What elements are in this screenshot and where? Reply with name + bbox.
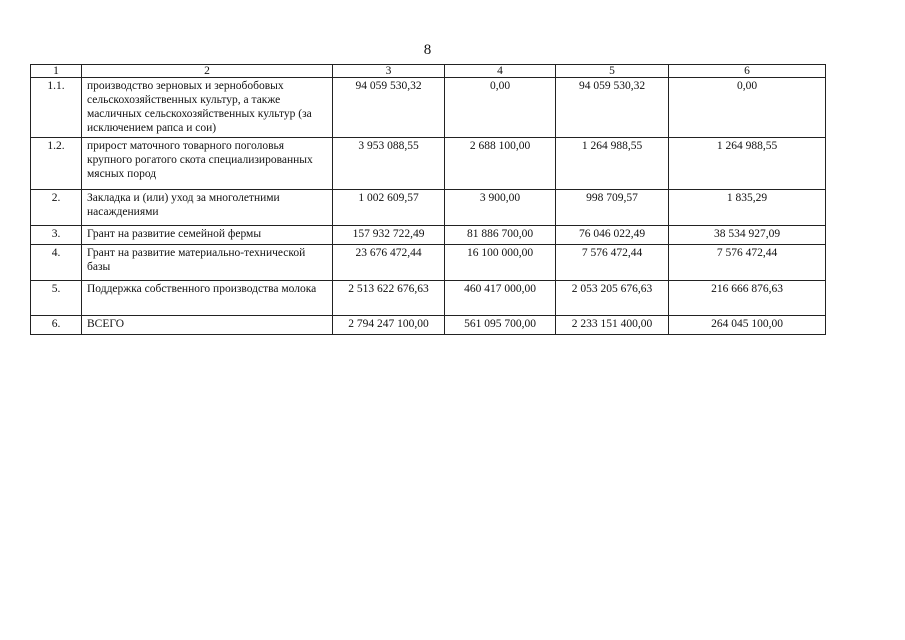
value-cell-3: 2 794 247 100,00 bbox=[333, 316, 445, 335]
table-row bbox=[31, 78, 826, 138]
value-cell-4: 460 417 000,00 bbox=[445, 281, 556, 316]
value-cell-6: 264 045 100,00 bbox=[669, 316, 826, 335]
value-cell-5: 76 046 022,49 bbox=[556, 226, 669, 245]
value-cell-3: 94 059 530,32 bbox=[333, 78, 445, 138]
table-header-row bbox=[31, 65, 826, 78]
value-cell-5: 7 576 472,44 bbox=[556, 245, 669, 281]
row-number: 3. bbox=[31, 226, 82, 245]
row-name: прирост маточного товарного поголовья крупного рогатого скота специализированных мясных пород bbox=[82, 138, 333, 190]
value-cell-5: 2 233 151 400,00 bbox=[556, 316, 669, 335]
row-number: 1.2. bbox=[31, 138, 82, 190]
value-cell-6: 216 666 876,63 bbox=[669, 281, 826, 316]
value-cell-6: 1 264 988,55 bbox=[669, 138, 826, 190]
value-cell-6: 1 835,29 bbox=[669, 190, 826, 226]
row-name: Закладка и (или) уход за многолетними насаждениями bbox=[82, 190, 333, 226]
row-name: Грант на развитие семейной фермы bbox=[82, 226, 333, 245]
page-number: 8 bbox=[423, 42, 432, 58]
row-name: ВСЕГО bbox=[82, 316, 333, 335]
value-cell-3: 23 676 472,44 bbox=[333, 245, 445, 281]
value-cell-5: 2 053 205 676,63 bbox=[556, 281, 669, 316]
value-cell-3: 2 513 622 676,63 bbox=[333, 281, 445, 316]
row-number: 6. bbox=[31, 316, 82, 335]
row-number: 1.1. bbox=[31, 78, 82, 138]
value-cell-4: 0,00 bbox=[445, 78, 556, 138]
header-cell: 4 bbox=[445, 65, 556, 78]
header-cell: 5 bbox=[556, 65, 669, 78]
value-cell-4: 16 100 000,00 bbox=[445, 245, 556, 281]
value-cell-6: 7 576 472,44 bbox=[669, 245, 826, 281]
value-cell-4: 2 688 100,00 bbox=[445, 138, 556, 190]
value-cell-5: 1 264 988,55 bbox=[556, 138, 669, 190]
value-cell-4: 561 095 700,00 bbox=[445, 316, 556, 335]
row-number: 4. bbox=[31, 245, 82, 281]
value-cell-5: 998 709,57 bbox=[556, 190, 669, 226]
table-row bbox=[31, 190, 826, 226]
row-name: Поддержка собственного производства молока bbox=[82, 281, 333, 316]
row-number: 5. bbox=[31, 281, 82, 316]
table-row bbox=[31, 226, 826, 245]
value-cell-3: 1 002 609,57 bbox=[333, 190, 445, 226]
header-cell: 2 bbox=[82, 65, 333, 78]
header-cell: 3 bbox=[333, 65, 445, 78]
value-cell-4: 81 886 700,00 bbox=[445, 226, 556, 245]
header-cell: 1 bbox=[31, 65, 82, 78]
value-cell-3: 157 932 722,49 bbox=[333, 226, 445, 245]
value-cell-5: 94 059 530,32 bbox=[556, 78, 669, 138]
value-cell-3: 3 953 088,55 bbox=[333, 138, 445, 190]
table-row bbox=[31, 281, 826, 316]
row-number: 2. bbox=[31, 190, 82, 226]
table-row-total bbox=[31, 316, 826, 335]
value-cell-6: 0,00 bbox=[669, 78, 826, 138]
subsidy-table bbox=[30, 64, 826, 335]
value-cell-4: 3 900,00 bbox=[445, 190, 556, 226]
value-cell-6: 38 534 927,09 bbox=[669, 226, 826, 245]
table-row bbox=[31, 138, 826, 190]
row-name: Грант на развитие материально-технической базы bbox=[82, 245, 333, 281]
table-row bbox=[31, 245, 826, 281]
header-cell: 6 bbox=[669, 65, 826, 78]
row-name: производство зерновых и зернобобовых сельскохозяйственных культур, а также масличных сельскохозяйственных культур (за исключением рапса и сои) bbox=[82, 78, 333, 138]
